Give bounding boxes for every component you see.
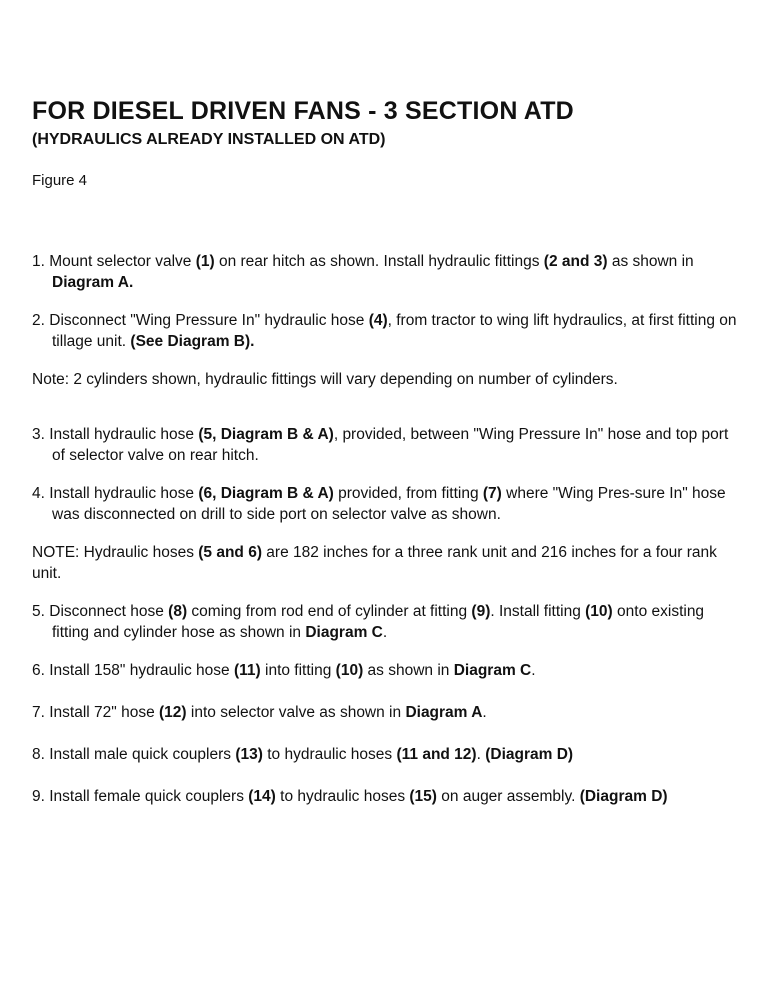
instruction-step-2 (32, 310, 744, 352)
part-ref: (5 and 6) (198, 544, 262, 561)
diagram-ref: Diagram A (405, 704, 483, 721)
instruction-step-5 (32, 601, 744, 643)
step-text: . (382, 624, 388, 641)
part-ref: (11) (233, 662, 261, 679)
step-number: 5. (32, 603, 45, 620)
step-text: as shown in (363, 662, 454, 679)
step-number: 1. (32, 253, 45, 270)
instruction-step-7 (32, 702, 744, 723)
step-text: . (531, 662, 536, 679)
step-text: provided, from fitting (333, 485, 483, 502)
step-text: onto existing fitting and cylinder hose as shown in (52, 603, 705, 641)
diagram-ref: (Diagram D) (579, 788, 668, 805)
part-ref: (6, Diagram B & A) (198, 485, 334, 502)
page-subtitle: (HYDRAULICS ALREADY INSTALLED ON ATD) (32, 131, 386, 148)
step-text: . (482, 704, 487, 721)
step-text: Install 158" hydraulic hose (49, 662, 234, 679)
step-number: 7. (32, 704, 45, 721)
diagram-ref: Diagram C (453, 662, 532, 679)
instruction-step-1 (32, 251, 744, 293)
instruction-step-4 (32, 483, 744, 525)
part-ref: (10) (585, 603, 613, 620)
step-text: Install 72" hose (49, 704, 160, 721)
step-text: into selector valve as shown in (186, 704, 406, 721)
step-number: 9. (32, 788, 45, 805)
step-text: as shown in (607, 253, 694, 270)
part-ref: (11 and 12) (396, 746, 477, 763)
step-text: Disconnect "Wing Pressure In" hydraulic hose (49, 312, 369, 329)
diagram-ref: (See Diagram B). (130, 333, 255, 350)
part-ref: (13) (235, 746, 263, 763)
step-text: Install hydraulic hose (49, 426, 199, 443)
step-text: Install hydraulic hose (49, 485, 199, 502)
instruction-step-6 (32, 660, 744, 681)
diagram-ref: (Diagram D) (485, 746, 574, 763)
step-text: where "Wing Pres-sure In" hose was disconnected on drill to side port on selector valve as shown. (52, 485, 726, 523)
diagram-ref: Diagram A. (52, 274, 134, 291)
step-text: Install female quick couplers (49, 788, 249, 805)
step-number: 4. (32, 485, 45, 502)
note-cylinders: Note: 2 cylinders shown, hydraulic fittings will vary depending on number of cylinders. (32, 371, 618, 388)
part-ref: (4) (368, 312, 388, 329)
note-text: are 182 inches for a three rank unit and 216 inches for a four rank unit. (32, 544, 717, 582)
instruction-step-9 (32, 786, 744, 807)
step-text: Install male quick couplers (49, 746, 236, 763)
part-ref: (9) (471, 603, 491, 620)
step-number: 6. (32, 662, 45, 679)
step-text: coming from rod end of cylinder at fitting (187, 603, 472, 620)
step-text: . Install fitting (490, 603, 586, 620)
step-text: into fitting (260, 662, 336, 679)
part-ref: (2 and 3) (543, 253, 608, 270)
step-text: Disconnect hose (49, 603, 169, 620)
step-text: to hydraulic hoses (262, 746, 397, 763)
part-ref: (8) (168, 603, 188, 620)
part-ref: (1) (195, 253, 215, 270)
step-text: on rear hitch as shown. Install hydraulic fittings (214, 253, 544, 270)
page-title: FOR DIESEL DRIVEN FANS - 3 SECTION ATD (32, 97, 574, 125)
step-text: to hydraulic hoses (275, 788, 410, 805)
part-ref: (14) (248, 788, 276, 805)
step-text: , provided, between "Wing Pressure In" hose and top port of selector valve on rear hitch. (52, 426, 729, 464)
document-page (32, 96, 744, 807)
part-ref: (12) (159, 704, 187, 721)
step-text: Mount selector valve (49, 253, 196, 270)
part-ref: (15) (409, 788, 437, 805)
instruction-step-3 (32, 424, 744, 466)
step-number: 8. (32, 746, 45, 763)
step-number: 3. (32, 426, 45, 443)
part-ref: (7) (482, 485, 502, 502)
diagram-ref: Diagram C (305, 624, 383, 641)
part-ref: (10) (335, 662, 364, 679)
figure-label: Figure 4 (32, 172, 88, 189)
note-hose-length (32, 542, 744, 584)
step-text: on auger assembly. (436, 788, 580, 805)
instruction-step-8 (32, 744, 744, 765)
step-number: 2. (32, 312, 45, 329)
step-text: , from tractor to wing lift hydraulics, at first fitting on tillage unit. (52, 312, 737, 350)
part-ref: (5, Diagram B & A) (198, 426, 334, 443)
step-text: . (476, 746, 486, 763)
note-text: NOTE: Hydraulic hoses (32, 544, 199, 561)
